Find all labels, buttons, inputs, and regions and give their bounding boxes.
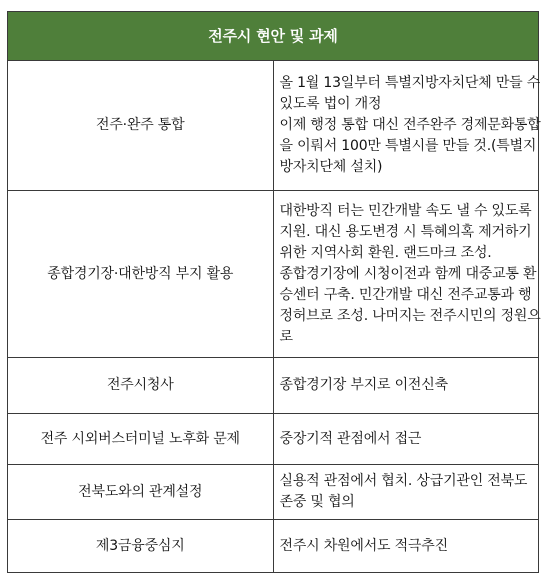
table-row xyxy=(8,61,539,191)
detail-line: 을 이뤄서 100만 특별시를 만들 것.(특별지 xyxy=(279,138,537,154)
detail-cell xyxy=(273,465,539,520)
table-row xyxy=(8,520,539,573)
detail-cell xyxy=(273,520,539,573)
topic-cell: 전주·완주 통합 xyxy=(8,61,274,191)
detail-line: 종합경기장에 시청이전과 함께 대중교통 환 xyxy=(279,265,537,282)
detail-cell xyxy=(273,61,539,191)
detail-line: 이제 행정 통합 대신 전주완주 경제문화통합 xyxy=(279,117,541,133)
table-row xyxy=(8,465,539,520)
detail-cell xyxy=(273,358,539,414)
table-row xyxy=(8,191,539,358)
topic-cell: 전북도와의 관계설정 xyxy=(8,465,274,520)
detail-line: 지원. 대신 용도변경 시 특혜의혹 제거하기 xyxy=(279,223,532,240)
issue-table xyxy=(7,11,539,573)
detail-line: 종합경기장 부지로 이전신축 xyxy=(279,377,448,393)
detail-line: 전주시 차원에서도 적극추진 xyxy=(279,537,448,554)
detail-line: 방자치단체 설치) xyxy=(279,159,383,175)
topic-cell: 종합경기장·대한방직 부지 활용 xyxy=(8,191,274,358)
detail-line: 위한 지역사회 환원. 랜드마크 조성. xyxy=(279,244,492,261)
table-header-row xyxy=(8,12,539,61)
detail-cell xyxy=(273,191,539,358)
detail-line: 실용적 관점에서 협치. 상급기관인 전북도 xyxy=(279,473,528,489)
detail-line: 있도록 법이 개정 xyxy=(279,96,382,112)
table-row xyxy=(8,358,539,414)
detail-line: 올 1월 13일부터 특별지방자치단체 만들 수 xyxy=(279,75,541,91)
detail-line: 정허브로 조성. 나머지는 전주시민의 정원으 xyxy=(279,307,541,324)
topic-cell: 전주시청사 xyxy=(8,358,274,414)
detail-line: 승센터 구축. 민간개발 대신 전주교통과 행 xyxy=(279,286,532,303)
table-row xyxy=(8,414,539,465)
topic-cell: 전주 시외버스터미널 노후화 문제 xyxy=(8,414,274,465)
detail-line: 존중 및 협의 xyxy=(279,494,355,510)
detail-cell xyxy=(273,414,539,465)
topic-cell: 제3금융중심지 xyxy=(8,520,274,573)
table-title: 전주시 현안 및 과제 xyxy=(8,12,539,61)
detail-line: 로 xyxy=(279,328,293,345)
detail-line: 대한방직 터는 민간개발 속도 낼 수 있도록 xyxy=(279,202,532,219)
detail-line: 중장기적 관점에서 접근 xyxy=(279,430,422,447)
